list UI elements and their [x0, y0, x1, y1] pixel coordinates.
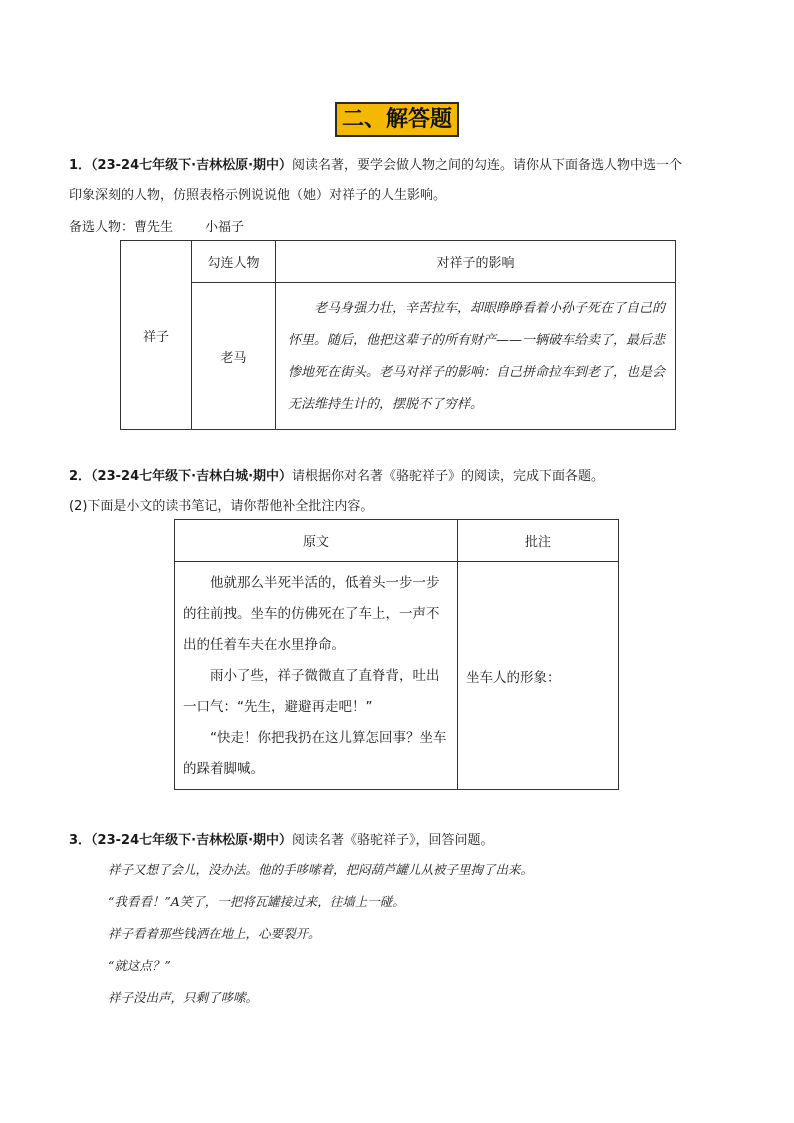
q1-candidate-2: 小福子	[205, 220, 245, 235]
q1-number: 1．	[69, 158, 92, 173]
q1-table-subject: 祥子	[121, 241, 192, 430]
q2-table-original-cell	[175, 562, 458, 790]
q2-table-header-original: 原文	[175, 520, 458, 562]
q3-passage-line: 祥子看着那些钱洒在地上，心要裂开。	[108, 926, 321, 941]
q3-text: 阅读名著《骆驼祥子》，回答问题。	[292, 833, 494, 848]
q1-source: （23-24七年级下·吉林松原·期中）	[91, 158, 293, 173]
q2-heading	[69, 465, 604, 484]
q2-table-para-3: “快走！你把我扔在这儿算怎回事？坐车的跺着脚喊。	[183, 729, 447, 777]
q2-source: （23-24七年级下·吉林白城·期中）	[91, 469, 293, 484]
q1-table-header-effect: 对祥子的影响	[276, 241, 676, 283]
q1-table-linked-person: 老马	[192, 283, 276, 430]
q1-text-line2: 印象深刻的人物，仿照表格示例说说他（她）对祥子的人生影响。	[69, 188, 447, 203]
q2-table-note-cell: 坐车人的形象：	[458, 562, 619, 790]
q1-heading	[69, 154, 682, 173]
q3-source: （23-24七年级下·吉林松原·期中）	[91, 833, 293, 848]
q2-table-para-2: 雨小了些，祥子微微直了直脊背，吐出一口气：“先生，避避再走吧！”	[183, 667, 440, 715]
q3-number: 3．	[69, 833, 92, 848]
q1-table	[120, 240, 676, 430]
q1-table-effect-cell	[276, 283, 676, 430]
q3-passage-line: “就这点？”	[108, 958, 171, 973]
q2-number: 2．	[69, 469, 92, 484]
q3-passage-line: “我看看！”A笑了，一把将瓦罐接过来，往墙上一碰。	[108, 894, 405, 909]
q1-candidate-label: 备选人物：曹先生	[69, 220, 174, 235]
q1-candidates	[69, 216, 244, 235]
q3-heading	[69, 829, 494, 848]
q1-table-effect-text: 老马身强力壮，辛苦拉车，却眼睁睁看着小孙子死在了自己的怀里。随后，他把这辈子的所有财产——一辆破车给卖了，最后悲惨地死在街头。老马对祥子的影响：自己拼命拉车到老了，也是会无法维持生计的，摆脱不了穷样。	[288, 301, 666, 412]
q3-passage-line: 祥子又想了会儿，没办法。他的手哆嗦着，把闷葫芦罐儿从被子里掏了出来。	[108, 862, 534, 877]
q3-passage-line: 祥子没出声，只剩了哆嗦。	[108, 990, 259, 1005]
q2-table-para-1: 他就那么半死半活的，低着头一步一步的往前拽。坐车的仿佛死在了车上，一声不出的任着车夫在水里挣命。	[183, 574, 440, 653]
q1-text-line1: 阅读名著，要学会做人物之间的勾连。请你从下面备选人物中选一个	[292, 158, 683, 173]
q2-table	[174, 519, 619, 790]
q2-subquestion: (2)下面是小文的读书笔记，请你帮他补全批注内容。	[69, 499, 374, 514]
section-title: 二、解答题	[335, 102, 459, 137]
q2-text: 请根据你对名著《骆驼祥子》的阅读，完成下面各题。	[292, 469, 605, 484]
q1-table-header-linked: 勾连人物	[192, 241, 276, 283]
q2-table-header-note: 批注	[458, 520, 619, 562]
